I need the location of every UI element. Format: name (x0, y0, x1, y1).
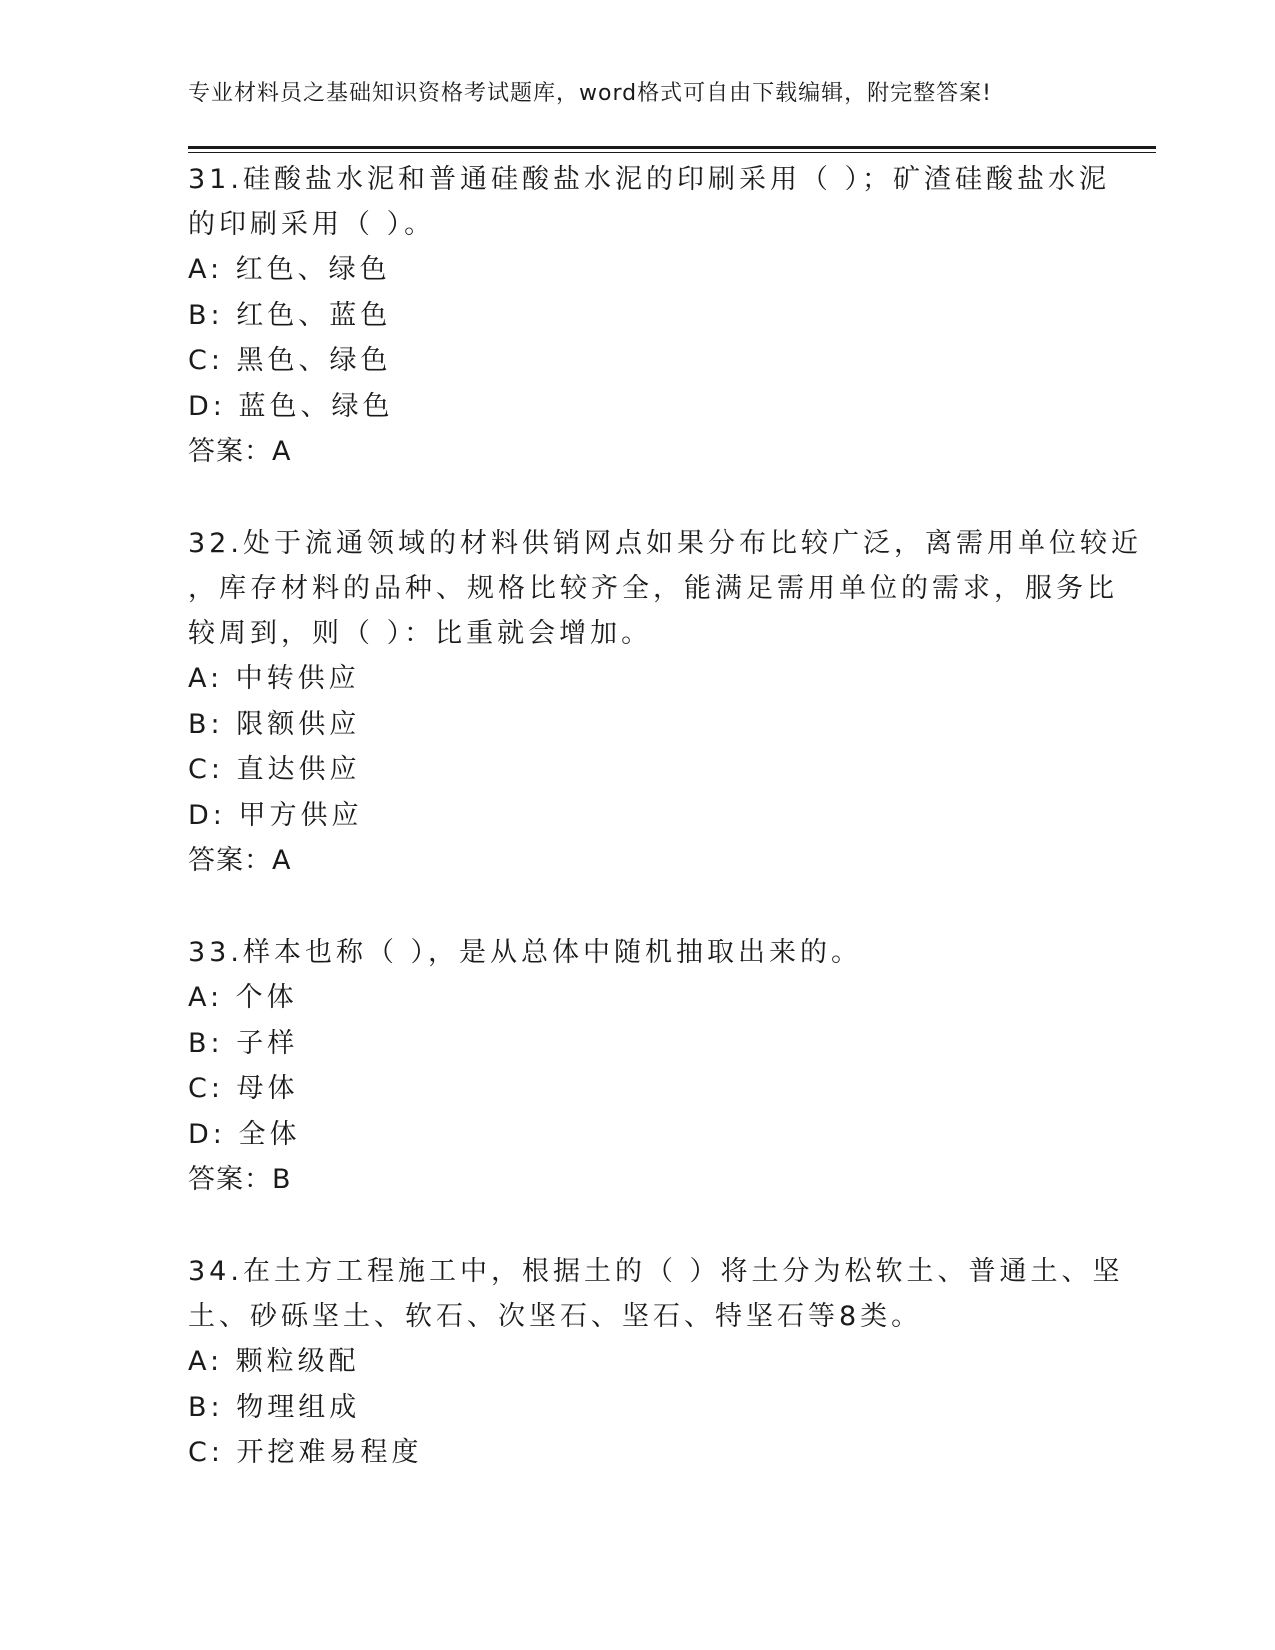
option-b: B: 红色、蓝色 (188, 299, 392, 331)
question-stem-line: 的印刷采用（ ）。 (188, 209, 436, 240)
question-32 (188, 521, 1142, 884)
option-c: C: 母体 (188, 1073, 299, 1104)
question-stem-line: 32.处于流通领域的材料供销网点如果分布比较广泛，离需用单位较近 (188, 528, 1142, 559)
option-c: C: 黑色、绿色 (188, 345, 392, 376)
question-stem-line: 土、砂砾坚土、软石、次坚石、坚石、特坚石等8类。 (188, 1301, 923, 1332)
question-33 (188, 930, 1088, 1203)
option-c: C: 直达供应 (188, 754, 361, 785)
answer: 答案：A (188, 845, 292, 876)
option-b: B: 子样 (188, 1027, 299, 1059)
question-stem-line: 较周到，则（ ）：比重就会增加。 (188, 618, 653, 649)
option-d: D: 甲方供应 (188, 799, 363, 831)
question-stem-line: 33.样本也称（ ），是从总体中随机抽取出来的。 (188, 937, 863, 968)
question-34 (188, 1249, 1124, 1476)
option-a: A: 颗粒级配 (188, 1346, 360, 1377)
answer: 答案：B (188, 1164, 292, 1195)
option-b: B: 限额供应 (188, 708, 361, 740)
header-rule-thin (188, 152, 1156, 153)
option-a: A: 红色、绿色 (188, 254, 391, 285)
document-header: 专业材料员之基础知识资格考试题库，word格式可自由下载编辑，附完整答案! (188, 81, 992, 106)
question-stem-line: ，库存材料的品种、规格比较齐全，能满足需用单位的需求，服务比 (188, 573, 1118, 604)
question-stem-line: 31.硅酸盐水泥和普通硅酸盐水泥的印刷采用（ ）；矿渣硅酸盐水泥 (188, 164, 1111, 195)
answer: 答案：A (188, 436, 292, 467)
option-d: D: 全体 (188, 1118, 301, 1150)
question-31 (188, 157, 1111, 475)
option-a: A: 中转供应 (188, 663, 360, 694)
option-d: D: 蓝色、绿色 (188, 390, 394, 422)
option-c: C: 开挖难易程度 (188, 1437, 423, 1468)
header-rule-thick (188, 146, 1156, 149)
option-b: B: 物理组成 (188, 1391, 361, 1423)
option-a: A: 个体 (188, 982, 298, 1013)
question-stem-line: 34.在土方工程施工中，根据土的（ ）将土分为松软土、普通土、坚 (188, 1256, 1124, 1287)
